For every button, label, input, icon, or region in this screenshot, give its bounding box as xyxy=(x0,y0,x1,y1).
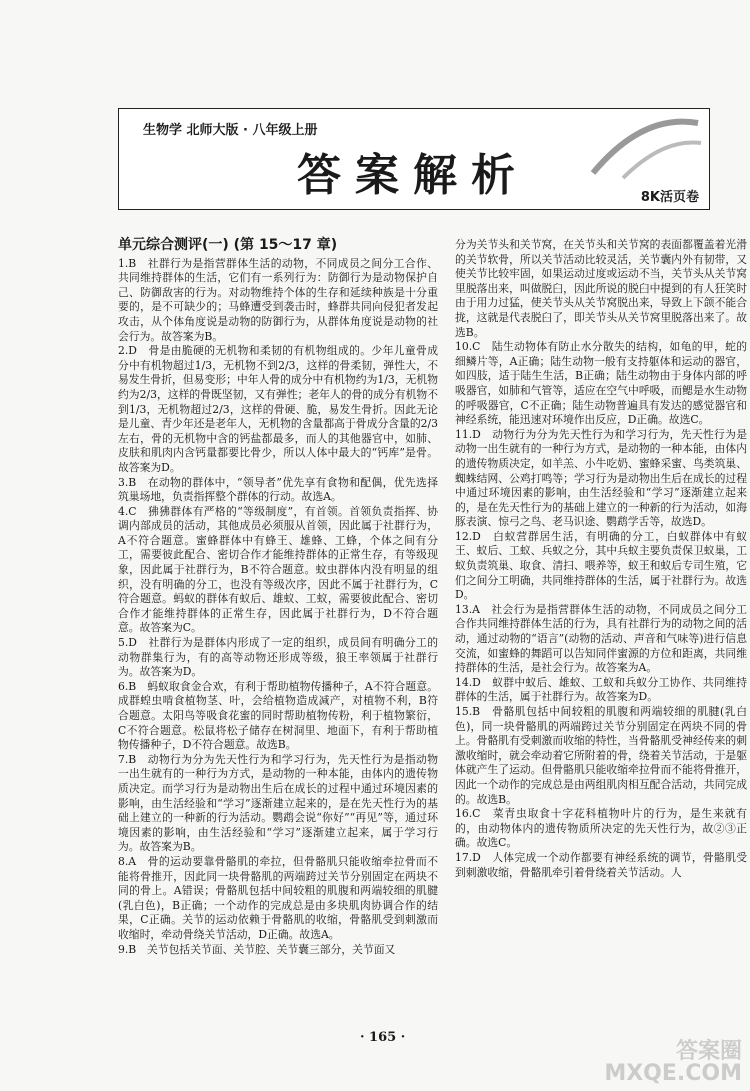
answer-entry: 5.D 社群行为是群体内形成了一定的组织，成员间有明确分工的动物群集行为，有的高等动物还形成等级，狼王率领属于社群行为。故答案为D。 xyxy=(118,636,438,679)
answer-entry: 1.B 社群行为是指营群体生活的动物，不同成员之间分工合作、共同维持群体的生活，它们有一系列行为：防御行为是动物保护自己、防御敌害的行为。对动物维持个体的生存和延续种族是十分重要的，是不可缺少的；马蜂遭受到袭击时，蜂群共同向侵犯者发起攻击，从个体角度说是动物的防御行为，从群体角度说是动物的社会行为。故答案为B。 xyxy=(118,256,438,343)
page-title: 答案解析 xyxy=(297,150,529,201)
answer-entry: 分为关节头和关节窝，在关节头和关节窝的表面都覆盖着光滑的关节软骨，所以关节活动比较灵活，关节囊内外有韧带，又使关节比较牢固，如果运动过度或运动不当，关节头从关节窝里脱落出来，叫做脱臼，因此所说的脱臼中提到的有人狂笑时由于用力过猛，使关节头从关节窝脱出来，导致上下颌不能合拢，这就是代表脱臼了，即关节头从关节窝里脱落出来了。故选B。 xyxy=(455,238,747,339)
answer-entry: 12.D 白蚁营群居生活，有明确的分工，白蚁群体中有蚁王、蚁后、工蚁、兵蚁之分，其中兵蚁主要负责保卫蚁巢，工蚁负责筑巢、取食、清扫、喂养等，蚁王和蚁后专司生殖，它们之间分工明确，共同维持群体的生活，属于社群行为。故选D。 xyxy=(455,529,747,602)
title-banner xyxy=(118,108,710,210)
answer-entry: 17.D 人体完成一个动作都要有神经系统的调节，骨骼肌受到刺激收缩，骨骼肌牵引着骨绕着关节活动。人 xyxy=(455,850,747,879)
answer-entry: 7.B 动物行为分为先天性行为和学习行为，先天性行为是指动物一出生就有的一种行为方式，是动物的一种本能，由体内的遗传物质决定。而学习行为是动物出生后在成长的过程中通过环境因素的影响，由生活经验和“学习”逐渐建立起来的，是在先天性行为的基础上建立的一种新的行为活动。鹦鹉会说“你好”“再见”等，通过环境因素的影响，由生活经验和“学习”逐渐建立起来，属于学习行为。故答案为B。 xyxy=(118,752,438,854)
answer-entry: 2.D 骨是由脆硬的无机物和柔韧的有机物组成的。少年儿童骨成分中有机物超过1/3，无机物不到2/3，这样的骨柔韧，弹性大，不易发生骨折，但易变形；中年人骨的成分中有机物约为1/3，无机物约为2/3，这样的骨既坚韧，又有弹性；老年人的骨的成分有机物不到1/3，无机物超过2/3，这样的骨硬、脆，易发生骨折。因此无论是儿童、青少年还是老年人，无机物的含量都高于骨成分含量的2/3左右，骨的无机物中含的钙盐都最多，而人的其他器官中，如肺、皮肤和肌肉内含钙量都要比骨少，所以人体中最大的“钙库”是骨。故答案为D。 xyxy=(118,344,438,474)
answer-entry: 9.B 关节包括关节面、关节腔、关节囊三部分，关节面又 xyxy=(118,942,396,956)
decorative-swoosh xyxy=(583,113,703,183)
answer-entry: 11.D 动物行为分为先天性行为和学习行为，先天性行为是动物一出生就有的一种行为方式，是动物的一种本能，由体内的遗传物质决定，如羊羔、小牛吃奶、蜜蜂采蜜、鸟类筑巢、蜘蛛结网、公鸡打鸣等；学习行为是动物出生后在成长的过程中通过环境因素的影响，由生活经验和“学习”逐渐建立起来的，是在先天性行为的基础上建立的一种新的行为活动，如海豚表演、惊弓之鸟、老马识途、鹦鹉学舌等，故选D。 xyxy=(455,427,747,529)
answer-entry: 13.A 社会行为是指营群体生活的动物，不同成员之间分工合作共同维持群体生活的行为，具有社群行为的动物之间的活动，通过动物的“语言”(动物的活动、声音和气味等)进行信息交流，如蜜蜂的舞蹈可以告知同伴蜜源的方位和距离，共同维持群体的生活，是社会行为。故答案为A。 xyxy=(455,602,747,675)
right-column xyxy=(455,238,747,880)
answer-entry: 10.C 陆生动物体有防止水分散失的结构，如龟的甲，蛇的细鳞片等，A正确；陆生动物一般有支持躯体和运动的器官，如四肢，适于陆生生活，B正确；陆生动物由于身体内部的呼吸器官，如肺和气管等，适应在空气中呼吸，而鳃是水生动物的呼吸器官，C不正确；陆生动物普遍具有发达的感觉器官和神经系统，能迅速对环境作出反应，D正确。故选C。 xyxy=(455,340,747,427)
left-column xyxy=(118,238,438,957)
page-number: · 165 · xyxy=(360,1030,406,1045)
watermark: 答案圈 MXQE.COM xyxy=(604,1039,742,1086)
section-title: 单元综合测评(一) (第 15～17 章) xyxy=(118,237,338,253)
answer-entry: 6.B 蚂蚁取食金合欢，有利于帮助植物传播种子，A不符合题意。成群蝗虫啃食植物茎、叶，会给植物造成减产，对植物不利，B符合题意。太阳鸟等吸食花蜜的同时帮助植物传粉，利于植物繁衍，C不符合题意。松鼠将松子储存在树洞里、地面下，有利于帮助植物传播种子，D不符合题意。故选B。 xyxy=(118,679,438,752)
answer-entry: 15.B 骨骼肌包括中间较粗的肌腹和两端较细的肌腱(乳白色)，同一块骨骼肌的两端跨过关节分别固定在两块不同的骨上。骨骼肌有受刺激而收缩的特性，当骨骼肌受神经传来的刺激收缩时，就会牵动着它所附着的骨，绕着关节活动，于是躯体就产生了运动。但骨骼肌只能收缩牵拉骨而不能将骨推开，因此一个动作的完成总是由两组肌肉相互配合活动，共同完成的。故选B。 xyxy=(455,705,747,806)
answer-entry: 16.C 菜青虫取食十字花科植物叶片的行为，是生来就有的，由动物体内的遗传物质所决定的先天性行为，故②③正确。故选C。 xyxy=(455,807,747,850)
answer-entry: 3.B 在动物的群体中，“领导者”优先享有食物和配偶，优先选择筑巢场地，负责指挥整个群体的行动。故选A。 xyxy=(118,475,438,504)
answer-entry: 14.D 蚁群中蚁后、雄蚁、工蚁和兵蚁分工协作、共同维持群体的生活，属于社群行为。故答案为D。 xyxy=(455,675,747,704)
answer-entry: 4.C 狒狒群体有严格的“等级制度”，有首领。首领负责指挥、协调内部成员的活动，其他成员必须服从首领，因此属于社群行为，A不符合题意。蜜蜂群体中有蜂王、雄蜂、工蜂，个体之间有分工，需要彼此配合、密切合作才能维持群体的正常生存，有等级现象，因此属于社群行为，B不符合题意。蚊虫群体内没有明显的组织，没有明确的分工，也没有等级次序，因此不属于社群行为，C符合题意。蚂蚁的群体有蚁后、雄蚁、工蚁，需要彼此配合、密切合作才能维持群体的正常生存，因此属于社群行为，D不符合题意。故答案为C。 xyxy=(118,504,438,635)
answer-entry: 8.A 骨的运动要靠骨骼肌的牵拉，但骨骼肌只能收缩牵拉骨而不能将骨推开，因此同一块骨骼肌的两端跨过关节分别固定在两块不同的骨上。A错误；骨骼肌包括中间较粗的肌腹和两端较细的肌腱(乳白色)，B正确；一个动作的完成总是由多块肌肉协调合作的结果，C正确。关节的运动依赖于骨骼肌的收缩，骨骼肌受到刺激而收缩时，牵动骨绕关节活动，D正确。故选A。 xyxy=(118,854,438,941)
edition-label: 8K活页卷 xyxy=(640,190,699,205)
series-label: 生物学 北师大版 · 八年级上册 xyxy=(143,123,318,138)
